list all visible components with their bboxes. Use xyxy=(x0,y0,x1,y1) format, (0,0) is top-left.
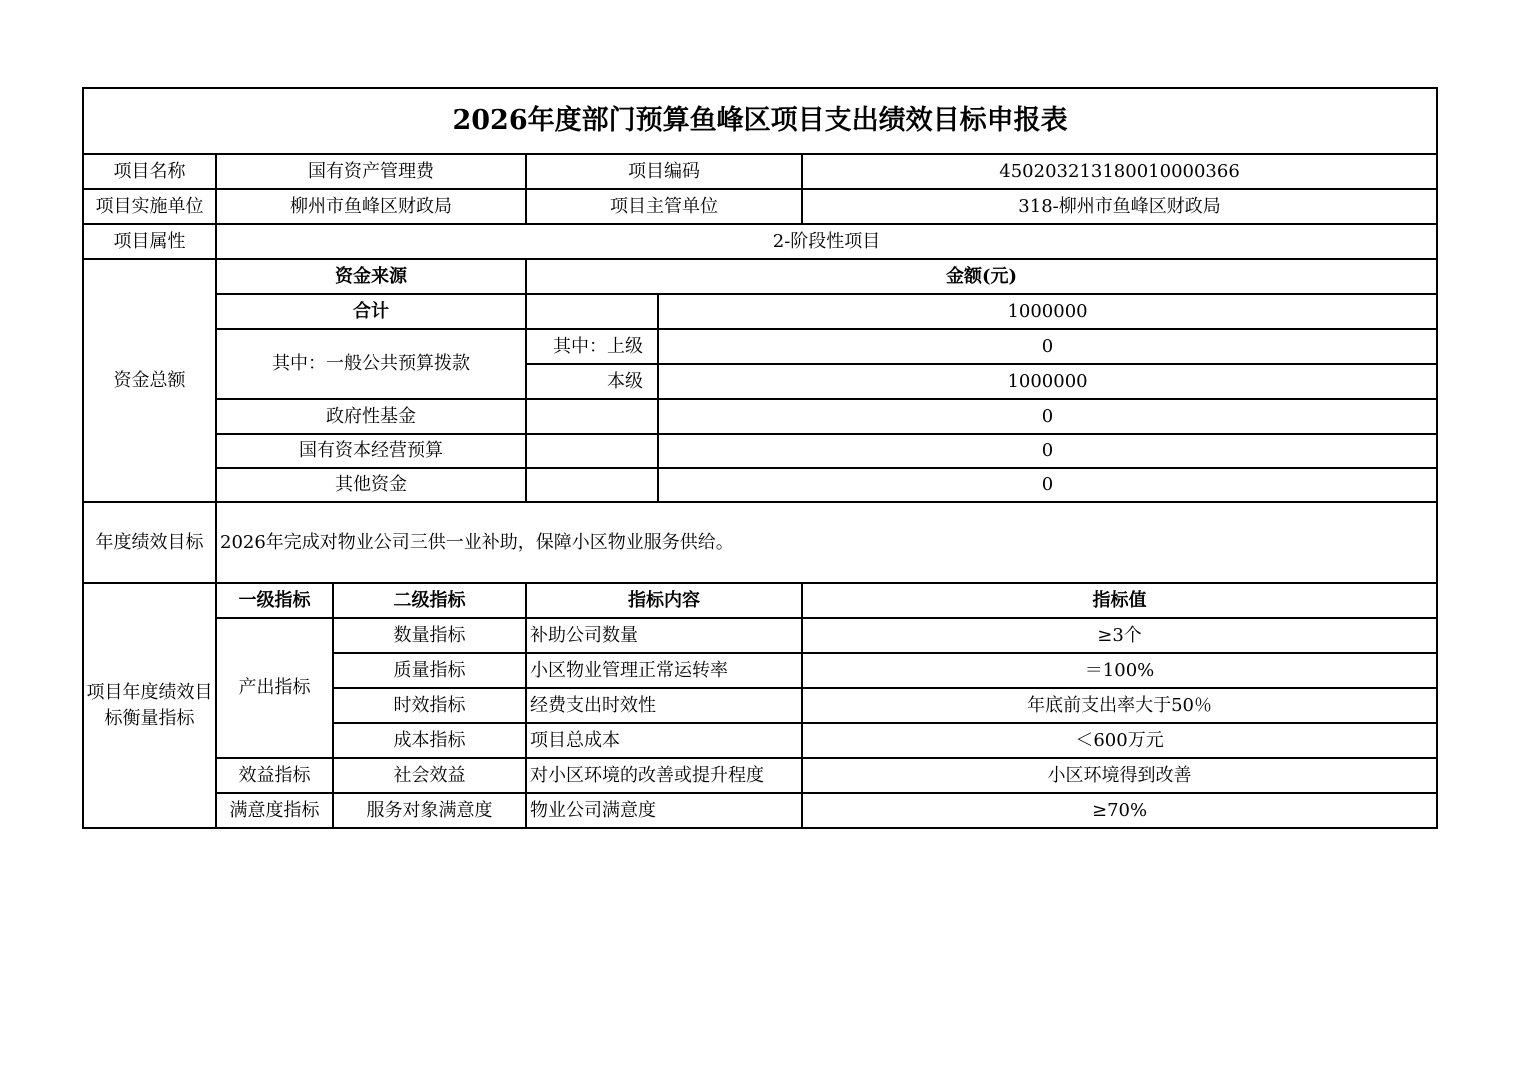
fund-gov-label: 政府性基金 xyxy=(216,399,526,434)
indicator-level2: 服务对象满意度 xyxy=(333,793,526,828)
header-level1: 一级指标 xyxy=(216,583,333,618)
supervisor-unit-value: 318-柳州市鱼峰区财政局 xyxy=(802,189,1437,224)
header-value: 指标值 xyxy=(802,583,1437,618)
impl-unit-label: 项目实施单位 xyxy=(83,189,216,224)
output-indicator-label: 产出指标 xyxy=(216,618,333,758)
indicator-level2: 质量指标 xyxy=(333,653,526,688)
performance-target-form xyxy=(82,87,1438,829)
header-content: 指标内容 xyxy=(526,583,802,618)
annual-goal-text: 2026年完成对物业公司三供一业补助，保障小区物业服务供给。 xyxy=(216,502,1437,583)
project-attr-value: 2-阶段性项目 xyxy=(216,224,1437,259)
indicator-value: ＜600万元 xyxy=(802,723,1437,758)
indicators-section-label: 项目年度绩效目标衡量指标 xyxy=(83,583,216,828)
fund-gov-blank xyxy=(526,399,658,434)
fund-other-label: 其他资金 xyxy=(216,468,526,502)
project-code-label: 项目编码 xyxy=(526,154,802,189)
indicator-content: 小区物业管理正常运转率 xyxy=(526,653,802,688)
indicator-level2: 数量指标 xyxy=(333,618,526,653)
fund-local-label: 本级 xyxy=(526,364,658,399)
annual-goal-label: 年度绩效目标 xyxy=(83,502,216,583)
indicator-value: ≥70% xyxy=(802,793,1437,828)
fund-other-value: 0 xyxy=(658,468,1437,502)
project-attr-label: 项目属性 xyxy=(83,224,216,259)
fund-state-capital-label: 国有资本经营预算 xyxy=(216,434,526,468)
fund-general-label: 其中：一般公共预算拨款 xyxy=(216,329,526,399)
funds-section-label: 资金总额 xyxy=(83,259,216,502)
fund-upper-label: 其中：上级 xyxy=(526,329,658,364)
indicator-level2: 时效指标 xyxy=(333,688,526,723)
project-code-value: 450203213180010000366 xyxy=(802,154,1437,189)
fund-state-capital-value: 0 xyxy=(658,434,1437,468)
fund-source-header: 资金来源 xyxy=(216,259,526,294)
indicator-level2: 成本指标 xyxy=(333,723,526,758)
indicator-content: 物业公司满意度 xyxy=(526,793,802,828)
fund-local-value: 1000000 xyxy=(658,364,1437,399)
benefit-indicator-label: 效益指标 xyxy=(216,758,333,793)
project-name-label: 项目名称 xyxy=(83,154,216,189)
fund-state-capital-blank xyxy=(526,434,658,468)
fund-amount-header: 金额(元) xyxy=(526,259,1437,294)
fund-gov-value: 0 xyxy=(658,399,1437,434)
indicator-value: ＝100% xyxy=(802,653,1437,688)
fund-total-label: 合计 xyxy=(216,294,526,329)
indicator-content: 补助公司数量 xyxy=(526,618,802,653)
header-level2: 二级指标 xyxy=(333,583,526,618)
indicator-value: ≥3个 xyxy=(802,618,1437,653)
indicator-value: 年底前支出率大于50％ xyxy=(802,688,1437,723)
indicator-content: 经费支出时效性 xyxy=(526,688,802,723)
form-title: 2026年度部门预算鱼峰区项目支出绩效目标申报表 xyxy=(83,88,1437,154)
supervisor-unit-label: 项目主管单位 xyxy=(526,189,802,224)
fund-other-blank xyxy=(526,468,658,502)
impl-unit-value: 柳州市鱼峰区财政局 xyxy=(216,189,526,224)
fund-total-blank xyxy=(526,294,658,329)
satisfaction-indicator-label: 满意度指标 xyxy=(216,793,333,828)
fund-total-value: 1000000 xyxy=(658,294,1437,329)
project-name-value: 国有资产管理费 xyxy=(216,154,526,189)
fund-upper-value: 0 xyxy=(658,329,1437,364)
indicator-level2: 社会效益 xyxy=(333,758,526,793)
indicator-content: 项目总成本 xyxy=(526,723,802,758)
indicator-value: 小区环境得到改善 xyxy=(802,758,1437,793)
indicator-content: 对小区环境的改善或提升程度 xyxy=(526,758,802,793)
